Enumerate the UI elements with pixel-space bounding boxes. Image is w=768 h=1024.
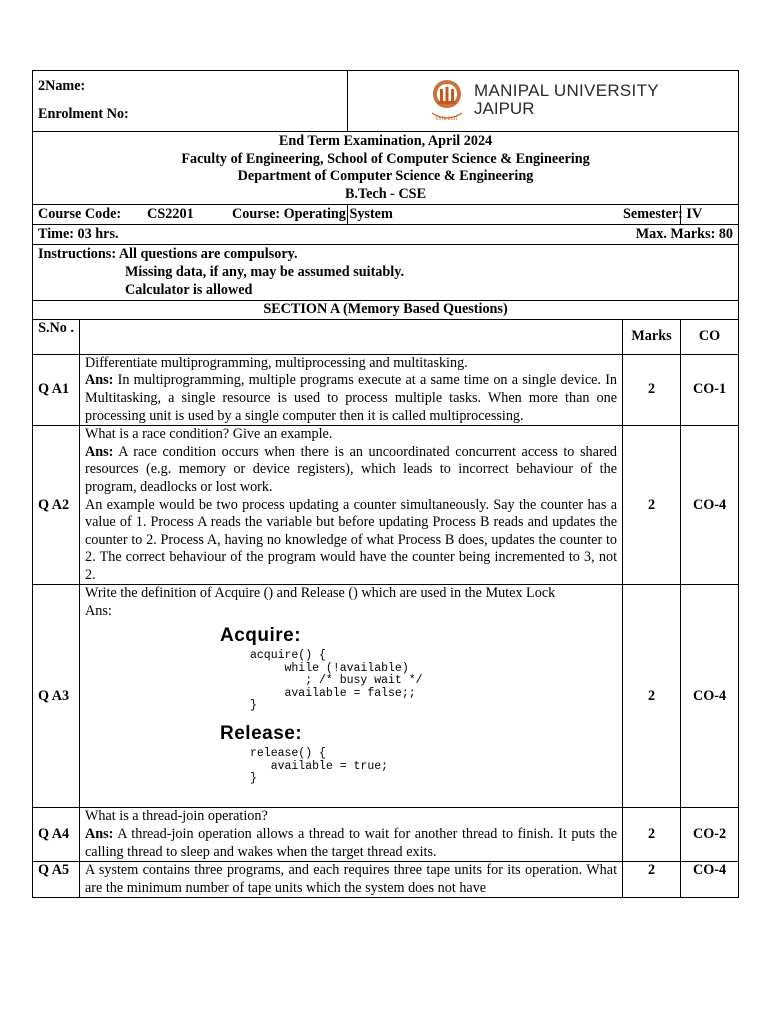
instructions-row: [33, 245, 739, 301]
acquire-title: Acquire:: [220, 624, 302, 646]
question-co: CO-1: [681, 354, 739, 425]
question-row: [33, 862, 739, 898]
header-row: [33, 71, 739, 132]
enrolment-label: Enrolment No:: [38, 106, 129, 122]
acquire-line-4: available = false;;: [250, 686, 416, 700]
question-marks: 2: [623, 354, 681, 425]
question-cell: [80, 354, 623, 425]
question-text: What is a race condition? Give an example.: [85, 426, 333, 443]
time: Time: 03 hrs.: [38, 226, 119, 243]
question-cell: [80, 585, 623, 808]
acquire-line-5: }: [250, 699, 257, 713]
question-number: Q A2: [33, 426, 80, 585]
question-co: CO-4: [681, 585, 739, 808]
ans-label: Ans:: [85, 443, 114, 460]
question-co: CO-4: [681, 862, 739, 898]
question-cell: [80, 808, 623, 862]
instructions-cell: [33, 245, 739, 301]
answer-example: An example would be two process updating a counter simultaneously. Say the counter has a value of 1. Process A reads the variable but before updating Process B reads and updates the counter to 2. Process A, having no knowledge of what Process B does, updates the counter to 2. The correct behaviour of the program would have the counter being incremented to 3, not 2.: [85, 496, 618, 583]
question-row: [33, 585, 739, 808]
answer-text: A thread-join operation allows a thread to wait for another thread to finish. It puts the calling thread to sleep and wakes when the target thread exits.: [85, 826, 618, 860]
column-header-row: [33, 319, 739, 354]
question-number: Q A5: [33, 862, 80, 898]
semester-cell: [623, 205, 739, 225]
department-name: Department of Computer Science & Engineering: [237, 168, 534, 185]
question-marks: 2: [623, 808, 681, 862]
course-name: Course: Operating System: [232, 206, 393, 223]
time-row: [33, 225, 739, 245]
university-name: [474, 82, 659, 118]
question-marks: 2: [623, 585, 681, 808]
university-seal-icon: [428, 77, 466, 123]
release-title: Release:: [220, 722, 303, 744]
question-number: Q A1: [33, 354, 80, 425]
seal-text: ESTD 2011: [435, 116, 459, 121]
acquire-line-1: acquire() {: [250, 649, 326, 663]
university-name-line2: JAIPUR: [474, 99, 535, 118]
instruction-1: All questions are compulsory.: [118, 246, 298, 263]
exam-paper: [32, 70, 738, 898]
course-code-label: Course Code:: [38, 206, 122, 223]
co-header: CO: [681, 319, 739, 354]
acquire-line-2: while (!available): [250, 661, 409, 675]
exam-title: End Term Examination, April 2024: [278, 133, 493, 149]
sno-header: S.No .: [33, 319, 80, 354]
section-title: SECTION A (Memory Based Questions): [33, 301, 739, 320]
question-text: What is a thread-join operation?: [85, 808, 268, 825]
question-text: Write the definition of Acquire () and Release () which are used in the Mutex Lock: [85, 585, 556, 602]
max-marks: Max. Marks: 80: [635, 226, 734, 243]
course-code: CS2201: [147, 206, 194, 223]
question-cell: [80, 862, 623, 898]
question-row: [33, 354, 739, 425]
answer-text: A race condition occurs when there is an uncoordinated concurrent access to shared resources (e.g. memory or device registers), which leads to incorrect behaviour of the program, deadlocks or lost work.: [85, 443, 618, 495]
semester: Semester: IV: [623, 206, 703, 223]
ans-label: Ans:: [85, 826, 114, 843]
answer-text: In multiprogramming, multiple programs execute at a same time on a single device. In Multitasking, a single resource is used to process multiple tasks. When more than one processing unit is used by a single computer then it is called multiprocessing.: [85, 372, 618, 424]
time-cell: [33, 225, 739, 245]
question-marks: 2: [623, 426, 681, 585]
question-co: CO-2: [681, 808, 739, 862]
student-info: [33, 71, 348, 132]
exam-table: [32, 70, 739, 898]
instruction-3: Calculator is allowed: [125, 281, 253, 298]
program-name: B.Tech - CSE: [344, 185, 427, 202]
instructions-label: Instructions:: [38, 246, 117, 263]
mutex-code-figure: [220, 624, 617, 786]
question-text: Differentiate multiprogramming, multiprocessing and multitasking.: [85, 354, 468, 371]
question-cell: [80, 426, 623, 585]
question-number: Q A4: [33, 808, 80, 862]
release-line-3: }: [250, 772, 257, 786]
university-name-line1: MANIPAL UNIVERSITY: [474, 81, 659, 100]
question-number: Q A3: [33, 585, 80, 808]
question-row: [33, 808, 739, 862]
faculty-name: Faculty of Engineering, School of Computer Science & Engineering: [181, 150, 590, 167]
marks-header: Marks: [623, 319, 681, 354]
ans-label: Ans:: [85, 372, 114, 389]
section-title-row: [33, 301, 739, 320]
question-text: A system contains three programs, and each requires three tape units for its operation. What are the minimum number of tape units which the system does not have: [85, 862, 618, 896]
exam-title-row: [33, 132, 739, 205]
ans-label: Ans:: [85, 603, 112, 620]
name-label: 2Name:: [38, 78, 86, 95]
question-header: [80, 319, 623, 354]
release-line-1: release() {: [250, 747, 326, 761]
university-logo-cell: [348, 71, 739, 132]
question-co: CO-4: [681, 426, 739, 585]
course-row: [33, 205, 739, 225]
exam-title-cell: [33, 132, 739, 205]
acquire-line-3: ; /* busy wait */: [250, 674, 423, 688]
question-marks: 2: [623, 862, 681, 898]
university-logo: [428, 77, 668, 123]
question-row: [33, 426, 739, 585]
release-line-2: available = true;: [250, 759, 389, 773]
instruction-2: Missing data, if any, may be assumed suitably.: [125, 263, 405, 280]
